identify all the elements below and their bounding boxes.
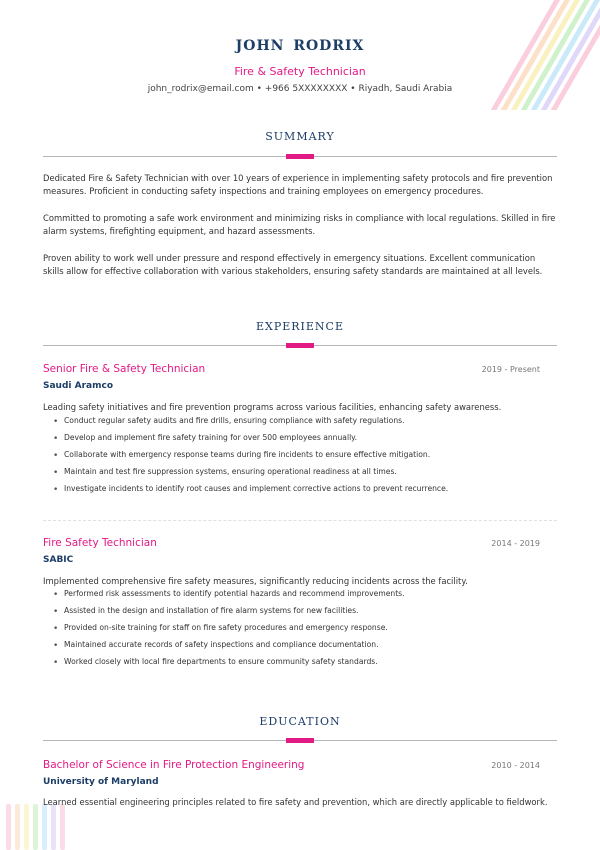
bullet-dot-icon: • <box>53 590 59 600</box>
list-item: • Maintained accurate records of safety inspections and compliance documentation. <box>53 640 379 651</box>
summary-rule-accent <box>286 154 314 159</box>
job-dates: 2014 - 2019 <box>491 539 540 548</box>
degree-title: Bachelor of Science in Fire Protection Engineering <box>43 759 305 771</box>
job-intro: Implemented comprehensive fire safety measures, significantly reducing incidents across the facility. <box>43 576 468 586</box>
bullet-dot-icon: • <box>53 468 59 478</box>
bullet-dot-icon: • <box>53 485 59 495</box>
education-rule-accent <box>286 738 314 743</box>
contact-info: john_rodrix@email.com • +966 5XXXXXXXX • Riyadh, Saudi Arabia <box>147 84 453 94</box>
experience-heading: EXPERIENCE <box>255 320 345 333</box>
bullet-dot-icon: • <box>53 607 59 617</box>
job-intro: Leading safety initiatives and fire prevention programs across various facilities, enhancing safety awareness. <box>43 402 502 412</box>
list-item: • Worked closely with local fire departments to ensure community safety standards. <box>53 657 378 668</box>
list-item: • Develop and implement fire safety training for over 500 employees annually. <box>53 433 358 444</box>
education-dates: 2010 - 2014 <box>491 761 540 770</box>
job-divider <box>43 520 557 521</box>
company-name: SABIC <box>43 555 74 565</box>
summary-paragraph: Committed to promoting a safe work environment and minimizing risks in compliance with local regulations. Skilled in fire alarm systems, firefighting equipment, and hazard assessments. <box>43 213 556 236</box>
list-item: • Collaborate with emergency response teams during fire incidents to ensure effective mitigation. <box>53 450 431 461</box>
job-bullets <box>53 588 553 673</box>
bullet-dot-icon: • <box>53 434 59 444</box>
job-title-headline: Fire & Safety Technician <box>234 65 366 78</box>
job-title: Fire Safety Technician <box>43 537 157 549</box>
list-item: • Provided on-site training for staff on fire safety procedures and emergency response. <box>53 623 388 634</box>
candidate-name: JOHN RODRIX <box>235 38 365 54</box>
list-item: • Assisted in the design and installation of fire alarm systems for new facilities. <box>53 606 359 617</box>
bullet-dot-icon: • <box>53 624 59 634</box>
job-dates: 2019 - Present <box>481 365 540 374</box>
summary-heading: SUMMARY <box>265 130 335 143</box>
school-name: University of Maryland <box>43 777 159 787</box>
education-description: Learned essential engineering principles related to fire safety and prevention, which are directly applicable to fieldwork. <box>43 797 548 807</box>
list-item: • Maintain and test fire suppression systems, ensuring operational readiness at all times. <box>53 467 397 478</box>
list-item: • Conduct regular safety audits and fire drills, ensuring compliance with safety regulations. <box>53 416 405 427</box>
summary-paragraph: Proven ability to work well under pressure and respond effectively in emergency situations. Excellent communication skills allow for effective collaboration with various stakeholders, ensuring safety standards are maintained at all levels. <box>43 253 543 276</box>
list-item: • Investigate incidents to identify root causes and implement corrective actions to prevent recurrence. <box>53 484 449 495</box>
education-heading: EDUCATION <box>259 715 341 728</box>
bullet-dot-icon: • <box>53 451 59 461</box>
bullet-dot-icon: • <box>53 417 59 427</box>
summary-paragraph: Dedicated Fire & Safety Technician with over 10 years of experience in implementing safety protocols and fire prevention measures. Proficient in conducting safety inspections and training employees on emergency procedures. <box>43 173 553 196</box>
experience-rule-accent <box>286 343 314 348</box>
list-item: • Performed risk assessments to identify potential hazards and recommend improvements. <box>53 589 405 600</box>
bullet-dot-icon: • <box>53 658 59 668</box>
job-bullets <box>53 415 553 500</box>
job-title: Senior Fire & Safety Technician <box>43 363 206 375</box>
bullet-dot-icon: • <box>53 641 59 651</box>
company-name: Saudi Aramco <box>43 381 113 391</box>
decorative-stripes-bottom-left <box>6 800 76 850</box>
